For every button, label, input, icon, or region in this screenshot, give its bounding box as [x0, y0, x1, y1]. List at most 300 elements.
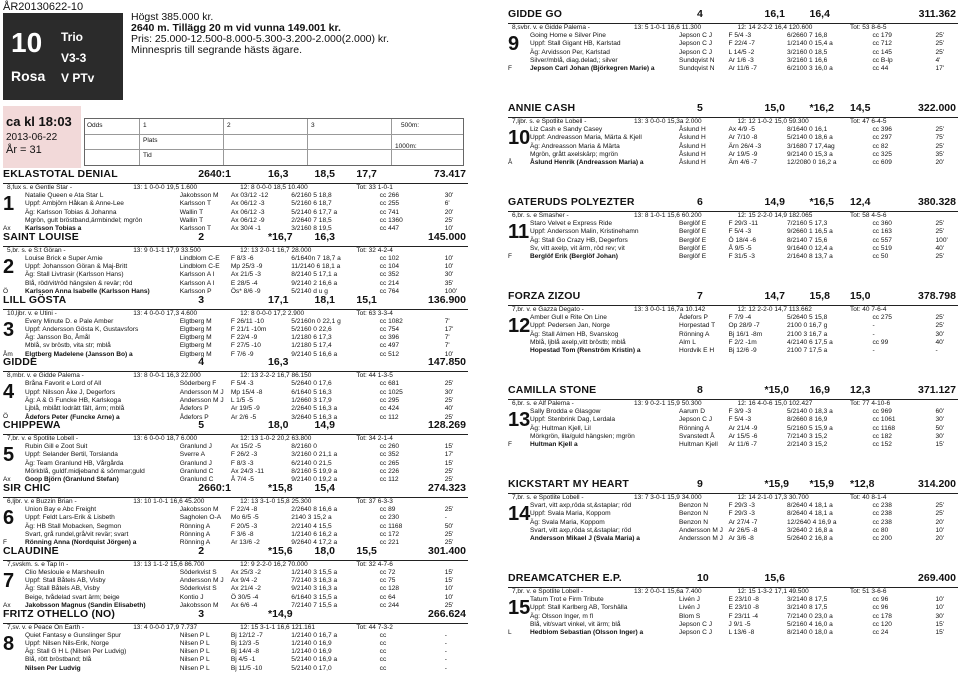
row-trainer: Elgtberg M [179, 325, 212, 333]
row-trainer: Benzon N [679, 510, 708, 518]
row-trainer: Jepson C J [679, 416, 712, 424]
row-result: 3/2140 8 17,5 [787, 604, 828, 612]
horse-entry [508, 386, 958, 480]
best-time-2: 15,8 [809, 290, 830, 302]
row-odds: cc 764 [379, 287, 400, 295]
stats-total: Tot: 40 8-1-4 [850, 494, 887, 501]
row-race: Ax 6/6 -4 [230, 601, 258, 609]
horse-pedigree: 8,svbr. v. e Gidde Palema - [512, 24, 590, 31]
row-race: F 26/2 -3 [230, 451, 258, 459]
stats-this-year: 13: 5 1-0-1 16,6 11.300 [634, 24, 702, 31]
row-owner-info: Uppf: Feldt Lars-Erik & Lisbeth [25, 514, 115, 522]
row-result: 2100 7 17,5 a [787, 347, 828, 355]
race-header-box [3, 13, 123, 100]
row-odds: cc 200 [872, 535, 892, 543]
row-owner-info: Sv, vitt axelp, vit ärm, röd rev; vit [530, 244, 625, 252]
row-owner-info: Silver/mblå, diag.delad,; silver [530, 56, 618, 64]
row-race: Mp 25/3 -9 [230, 263, 263, 271]
row-earnings: 15' [444, 443, 454, 451]
row-owner-info: Ljblå, mblått lodrätt fält, ärm; mblå [25, 405, 125, 413]
row-odds: cc [379, 648, 387, 656]
row-result: 2/1640 8 13,7 a [787, 253, 833, 261]
row-earnings: 10' [444, 263, 454, 271]
row-result: 2100 3 16,7 a [787, 330, 828, 338]
row-result: 2/2640 5 16,3 a [291, 405, 338, 413]
horse-entry [508, 104, 958, 198]
stats-last-year: 12: 15 1-3-2 17,1 49.500 [737, 588, 809, 595]
stats-total: Tot: 63 3-3-4 [356, 309, 393, 317]
row-race: Ar 2/6 -5 [230, 413, 257, 421]
best-time-3: 15,0 [850, 290, 871, 302]
row-result: 2/2140 3 15,2 [787, 441, 828, 449]
horse-entry [508, 292, 958, 386]
row-owner-info: Uppf: Stenbrink Dag, Lerdala [530, 416, 616, 424]
best-time-1: 14,9 [764, 196, 785, 208]
row-owner-info: Beige, tvådelad svart ärm; beige [25, 593, 120, 601]
best-time-2: 18,1 [314, 293, 335, 306]
row-earnings: 10' [935, 604, 945, 612]
row-race: F 3/6 -8 [230, 530, 254, 538]
post-distance: 3 [198, 293, 205, 306]
row-result: 9/2660 1 16,5 a [787, 228, 833, 236]
best-time-2: *15,9 [809, 478, 835, 490]
row-owner-info: Quiet Fantasy e Gunslinger Spur [25, 631, 122, 639]
row-owner-info: Uppf: Ambjörn Håkan & Anne-Lee [25, 200, 124, 208]
row-odds: cc 1082 [379, 317, 403, 325]
row-race: Ax 06/12 -3 [230, 208, 265, 216]
row-earnings: 75' [935, 134, 945, 142]
row-race: F 21/1 -10m [230, 325, 267, 333]
stats-total: Tot: 47 6-4-5 [850, 118, 887, 125]
row-earnings: 30' [444, 388, 454, 396]
start-number: 9 [508, 33, 520, 55]
row-owner-info: Nilsen Per Ludvig [25, 664, 81, 672]
start-number: 1 [3, 193, 15, 215]
home-track: Åm [3, 350, 13, 358]
best-time-1: *15,9 [764, 478, 790, 490]
row-odds: cc 99 [872, 338, 889, 346]
row-owner-info: Äg: Stall Go Crazy HB, Degerfors [530, 236, 628, 244]
row-earnings: 15' [935, 441, 945, 449]
row-race: Ax 24/3 -11 [230, 468, 265, 476]
best-time-1: 16,1 [764, 8, 785, 20]
horse-detail-row [3, 380, 468, 388]
row-odds: cc 681 [379, 380, 400, 388]
start-number: 7 [3, 569, 15, 592]
horse-name: CLAUDINE [3, 544, 59, 557]
best-time-2: *16,5 [809, 196, 835, 208]
race-game-1: Trio [61, 30, 84, 44]
row-race: F 22/4 -9 [230, 334, 258, 342]
horse-entry [3, 421, 468, 484]
row-trainer: Hordvik E H [679, 347, 715, 355]
horse-detail-row [3, 585, 468, 593]
row-earnings: 6' [444, 200, 450, 208]
row-owner-info: Union Bay e Abc Freight [25, 506, 97, 513]
horse-detail-row [508, 126, 958, 134]
row-race: Ax 15/2 -5 [230, 443, 261, 451]
row-trainer: Granlund J [179, 443, 212, 451]
horse-detail-row [508, 151, 958, 159]
stats-this-year: 13: 6 0-0-0 18,7 6.000 [133, 435, 198, 443]
start-time: ca kl 18:03 [6, 114, 72, 129]
row-race: Ax 25/3 -2 [230, 568, 261, 576]
row-race: L 13/6 -8 [728, 629, 755, 637]
stats-total: Tot: 34 2-1-4 [356, 435, 393, 443]
row-odds: cc 75 [379, 577, 396, 585]
row-odds: cc 1061 [872, 416, 896, 424]
row-earnings: 10' [444, 254, 454, 262]
row-race: Ar 27/4 -7 [728, 518, 758, 526]
row-race: Ar 26/5 -8 [728, 526, 758, 534]
row-race: Ar 13/6 -2 [230, 539, 260, 547]
horse-detail-row [508, 519, 958, 527]
row-result: 1/2140 0 16,9 [291, 648, 332, 656]
stats-this-year: 13: 9 0-2-1 15,9 50.300 [634, 400, 702, 407]
row-earnings: 25' [935, 48, 945, 56]
row-trainer: Jepson C J [679, 48, 712, 56]
best-time-3: 12,4 [850, 196, 871, 208]
best-time-2: 16,4 [809, 8, 830, 20]
row-odds: cc 352 [379, 271, 400, 279]
horse-rule [3, 246, 468, 247]
row-odds: cc 96 [872, 604, 889, 612]
horse-entry [3, 544, 468, 610]
stats-total: Tot: 40 7-6-4 [850, 306, 887, 313]
row-result: 3/2640 5 16,3 a [291, 413, 338, 421]
row-race: Ax 21/4 -2 [230, 585, 261, 593]
row-odds: cc 238 [872, 502, 892, 509]
row-trainer: Berglöf E [679, 253, 707, 261]
row-earnings: 25' [935, 502, 945, 509]
row-race: F 27/5 -10 [230, 342, 261, 350]
post-distance: 2660:1 [198, 482, 231, 494]
horse-detail-row [508, 629, 958, 637]
row-owner-info: Äg: Stall G H L (Nilsen Per Ludvig) [25, 648, 127, 656]
row-odds: cc 214 [379, 279, 400, 287]
row-trainer: Andersson M J [679, 535, 723, 543]
row-odds: cc 24 [872, 629, 889, 637]
stats-this-year: 13: 1 0-0-0 19,5 1.600 [133, 184, 198, 191]
best-time-1: *14,9 [268, 607, 293, 620]
row-result: 5/2140 0 17,0 [291, 664, 332, 672]
post-distance: 9 [697, 478, 703, 490]
row-race: F 5/4 -3 [728, 416, 752, 424]
best-time-1: *16,7 [268, 230, 293, 243]
row-race: Ös* 8/6 -9 [230, 287, 261, 295]
row-result: 5/2640 5 15,8 [787, 314, 828, 321]
horse-pedigree: 6,br. s. e Alf Palema - [512, 400, 574, 407]
row-race: F 29/3 -3 [728, 510, 755, 518]
row-odds: cc 275 [872, 314, 892, 321]
horse-name: GATERUDS POLYEZTER [508, 196, 635, 208]
row-result: 6/2660 7 16,8 [787, 32, 828, 39]
row-result: 9/2640 4 17,2 a [291, 539, 338, 547]
row-trainer: Karlsson T [179, 200, 212, 208]
horse-entry [3, 170, 468, 233]
row-result: 1/2660 3 17,9 [291, 396, 332, 404]
horse-detail-row [3, 460, 468, 468]
horse-name: EKLASTOTAL DENIAL [3, 168, 118, 180]
row-earnings: 25' [444, 468, 454, 476]
row-owner-info: Äg: Stall Almen HB, Svanskog [530, 330, 619, 338]
best-time-1: *15,6 [268, 544, 293, 557]
row-result: 8/2160 5 19,9 a [291, 468, 338, 476]
row-trainer: Granlund J [179, 459, 212, 467]
horse-name: FORZA ZIZOU [508, 290, 581, 302]
row-owner-info: Ådefors Peter (Funcke Arne) a [25, 413, 120, 421]
row-result: 8/2140 5 17,1 a [291, 271, 338, 279]
row-odds: cc 557 [872, 236, 892, 244]
row-trainer: Söderberg F [179, 380, 217, 388]
row-owner-info: Mgrön, grått axelskärp; mgrön [530, 150, 618, 158]
row-trainer: Jepson C J [679, 40, 712, 48]
row-odds: cc 178 [872, 612, 892, 620]
row-result: 5/2160n 0 22,1 g [291, 317, 341, 325]
row-result: 1/2140 0 16,9 [291, 639, 332, 647]
row-trainer: Alm L [679, 338, 696, 346]
row-odds: cc 295 [379, 396, 400, 404]
row-earnings: - [444, 631, 447, 639]
row-race: Ax 4/9 -5 [728, 126, 755, 133]
row-result: 9/2140 0 15,3 a [787, 150, 833, 158]
row-owner-info: Uppf: Stall Båtels AB, Visby [25, 577, 106, 585]
stats-total: Tot: 37 6-3-3 [356, 498, 393, 505]
row-trainer: Jepson C J [679, 32, 712, 39]
row-odds: cc 754 [379, 325, 400, 333]
row-odds: - [872, 347, 875, 355]
post-distance: 3 [198, 607, 205, 620]
post-distance: 5 [697, 102, 703, 114]
row-result: 1/2140 0 16,7 a [291, 631, 338, 639]
post-distance: 5 [198, 419, 205, 432]
row-owner-info: Mörkblå, guldf.midjeband & sömmar;guld [25, 468, 145, 476]
row-owner-info: Berglöf Erik (Berglöf Johan) [530, 253, 618, 261]
row-result: 2100 0 16,7 g [787, 322, 828, 330]
row-earnings: 50' [935, 424, 945, 432]
stats-this-year: 13: 4 0-0-0 17,3 4.600 [133, 309, 198, 317]
row-owner-info: Rubin Gill e Zoot Suit [25, 443, 88, 451]
row-earnings: 40' [935, 338, 945, 346]
odds-col-1: 1 [143, 122, 147, 129]
row-trainer: Sundqvist N [679, 65, 715, 73]
best-time-2: 16,9 [809, 384, 830, 396]
row-result: 5/2640 2 16,8 a [787, 535, 833, 543]
row-trainer: Rönning A [179, 539, 211, 547]
row-trainer: Blom S [679, 612, 701, 620]
row-result: 12/2640 4 16,9 a [787, 518, 837, 526]
best-time-2: 18,0 [314, 544, 335, 557]
row-earnings: 25' [444, 476, 454, 484]
row-owner-info: Uppf: Johansson Göran & Maj-Britt [25, 263, 128, 271]
row-earnings: 20' [935, 535, 945, 543]
row-odds: cc 244 [379, 601, 400, 609]
horse-detail-row [3, 656, 468, 664]
row-result: 5/2160 0 22,6 [291, 325, 332, 333]
row-owner-info: Tatum Trot e Firm Tribute [530, 596, 604, 603]
home-track: Ö [3, 413, 9, 421]
row-earnings: 4' [935, 56, 941, 64]
best-time-2: 14,9 [314, 419, 335, 432]
row-trainer: Åslund H [679, 142, 706, 150]
horse-detail-row [508, 331, 958, 339]
row-race: F 29/3 -11 [728, 220, 759, 227]
row-earnings: 30' [935, 416, 945, 424]
horse-detail-row [508, 441, 958, 449]
row-earnings: 10' [444, 585, 454, 593]
row-trainer: Granlund C [179, 476, 214, 484]
row-result: 1/2180 6 17,3 [291, 334, 332, 342]
horse-detail-row [3, 271, 468, 279]
horse-name: ANNIE CASH [508, 102, 576, 114]
row-race: Mp 15/4 -8 [230, 388, 263, 396]
row-earnings: 100' [444, 287, 458, 295]
row-trainer: Lindblom C-E [179, 263, 220, 271]
row-odds: cc 1025 [379, 388, 403, 396]
horse-detail-row [508, 527, 958, 535]
row-earnings: 25' [935, 253, 945, 261]
row-odds: cc B-lp [872, 56, 893, 64]
horse-detail-row [3, 506, 468, 514]
row-owner-info: Bråna Favorit e Lord of All [25, 380, 102, 388]
row-earnings: 17' [444, 325, 454, 333]
horse-detail-row [3, 217, 468, 225]
horse-detail-row [3, 665, 468, 673]
best-time-1: *15,0 [764, 384, 790, 396]
horse-detail-row [508, 408, 958, 416]
row-owner-info: Andersson Mikael J (Svala Maria) a [530, 535, 640, 543]
row-race: F 7/9 -4 [728, 314, 752, 321]
row-result: 9/1640 0 12,4 a [787, 244, 833, 252]
horse-entry [508, 198, 958, 292]
row-result: 6/1640n 7 18,7 a [291, 254, 341, 262]
horse-pedigree: 8,mbr. v. e Gidde Palema - [7, 372, 84, 380]
row-trainer: Berglöf E [679, 228, 707, 236]
horse-entry [508, 480, 958, 574]
horse-detail-row [508, 159, 958, 167]
row-trainer: Livén J [679, 604, 700, 612]
row-odds: cc 260 [379, 443, 400, 451]
row-odds: cc [379, 639, 387, 647]
row-race: F 8/3 -3 [230, 459, 254, 467]
row-odds: cc 182 [872, 432, 892, 440]
row-race: Ar 11/6 -7 [728, 65, 757, 73]
row-odds: cc 519 [872, 244, 892, 252]
row-result: 2/2640 8 16,6 a [291, 506, 338, 513]
row-result: 3/2160 0 21,1 a [291, 451, 338, 459]
horse-detail-row [508, 57, 958, 65]
row-odds: cc 50 [872, 253, 889, 261]
row-owner-info: Äg: Olsson Inger, m fl [530, 612, 594, 620]
row-earnings: - [935, 347, 938, 355]
stats-this-year: 13: 2 0-0-1 15,6a 7.400 [634, 588, 702, 595]
row-result: 5/2160 4 16,0 a [787, 620, 833, 628]
row-odds: cc 172 [379, 530, 400, 538]
prize-money: 274.323 [428, 482, 466, 494]
row-race: Ar 19/5 -9 [230, 405, 260, 413]
row-trainer: Berglöf E [679, 244, 707, 252]
row-result: 3/2160 0 18,5 [787, 48, 828, 56]
horse-pedigree: 6,ljbr. v. e Buzzin Brian - [7, 498, 77, 505]
row-odds: cc 152 [872, 441, 892, 449]
row-earnings: 25' [444, 396, 454, 404]
row-trainer: Åslund H [679, 159, 706, 167]
row-owner-info: Karlsson Anna Isabelle (Karlsson Hans) [25, 287, 150, 295]
row-owner-info: Jakobsson Magnus (Sandin Elisabeth) [25, 601, 146, 609]
row-owner-info: Uppf: Nilsson Åke J, Degerfors [25, 388, 116, 396]
row-trainer: Åslund H [679, 126, 706, 133]
row-owner-info: Äg: Team Granlund HB, Vårgårda [25, 459, 124, 467]
row-earnings: 20' [935, 159, 945, 167]
row-trainer: Berglöf E [679, 220, 707, 227]
row-trainer: Jepson C J [679, 629, 712, 637]
row-owner-info: Äg: Svala Maria, Koppom [530, 518, 605, 526]
row-owner-info: Äg: Andreasson Maria & Märta [530, 142, 620, 150]
row-odds: cc 969 [872, 408, 892, 415]
row-owner-info: Karlsson Tobias a [25, 225, 82, 233]
row-trainer: Karlsson A I [179, 271, 215, 279]
horse-detail-row [3, 569, 468, 577]
best-time-1: 18,0 [268, 419, 289, 432]
row-earnings: 25' [444, 530, 454, 538]
row-result: 7/2140 7 15,5 a [291, 601, 338, 609]
row-owner-info: Svart, grå rundel,grå/vit revär; svart [25, 530, 129, 538]
race-game-3: V PTv [61, 71, 95, 85]
row-earnings: 25' [935, 510, 945, 518]
row-result: 3/2640 2 16,8 a [787, 526, 833, 534]
race-info-line: 2640 m. Tillägg 20 m vid vunna 149.001 kr. [131, 22, 341, 34]
row-owner-info: Åslund Henrik (Andreasson Maria) a [530, 159, 644, 167]
prize-money: 301.400 [428, 544, 466, 557]
row-trainer: Lindblom C-E [179, 254, 220, 262]
horse-name: FRITZ OTHELLO (NO) [3, 607, 116, 620]
horse-rule [3, 560, 468, 561]
row-race: Ärn 26/4 -3 [728, 142, 762, 150]
stats-last-year: 12: 15 3-1-1 16,6 121.161 [240, 623, 315, 631]
row-race: F 5/4 -3 [728, 228, 752, 236]
row-earnings: 25' [935, 126, 945, 133]
row-owner-info: Mgrön, gult bröstband,ärmbindel; mgrön [25, 216, 143, 224]
row-earnings: 30' [444, 192, 454, 199]
odds-label: Odds [87, 122, 103, 129]
row-result: 2/2640 7 18,5 [291, 216, 332, 224]
row-earnings: - [444, 656, 447, 664]
row-earnings: - [444, 514, 447, 522]
row-odds: cc 255 [379, 200, 400, 208]
stats-this-year: 13: 3 0-0-1 16,7a 10.142 [634, 306, 706, 313]
row-trainer: Åslund H [679, 150, 706, 158]
row-result: 5/2160 6 18,7 [291, 200, 332, 208]
post-distance: 10 [697, 572, 709, 584]
row-owner-info: Natalie Queen e Ata Star L [25, 192, 104, 199]
row-trainer: Kontio J [179, 593, 204, 601]
row-trainer: Söderkvist S [179, 585, 217, 593]
horse-entry [3, 293, 468, 359]
row-earnings: 25' [444, 601, 454, 609]
row-race: F 3/9 -3 [728, 408, 752, 415]
row-race: L 1/5 -5 [230, 396, 253, 404]
row-owner-info: Elgtberg Madelene (Jansson Bo) a [25, 350, 133, 358]
stats-last-year: 12: 14 2-2-2 16,4 120.600 [737, 24, 813, 31]
row-owner-info: Uppf: Stall Gigant HB, Karlstad [530, 40, 621, 48]
row-owner-info: Uppf: Pedersen Jan, Norge [530, 322, 610, 330]
stats-last-year: 12: 12 2-2-0 14,7 113.662 [737, 306, 812, 313]
prize-money: 371.127 [918, 384, 956, 396]
row-trainer: Jakobsson M [179, 601, 219, 609]
horse-name: KICKSTART MY HEART [508, 478, 630, 490]
row-race: Ar 7/10 -8 [728, 134, 758, 142]
horse-detail-row [3, 594, 468, 602]
